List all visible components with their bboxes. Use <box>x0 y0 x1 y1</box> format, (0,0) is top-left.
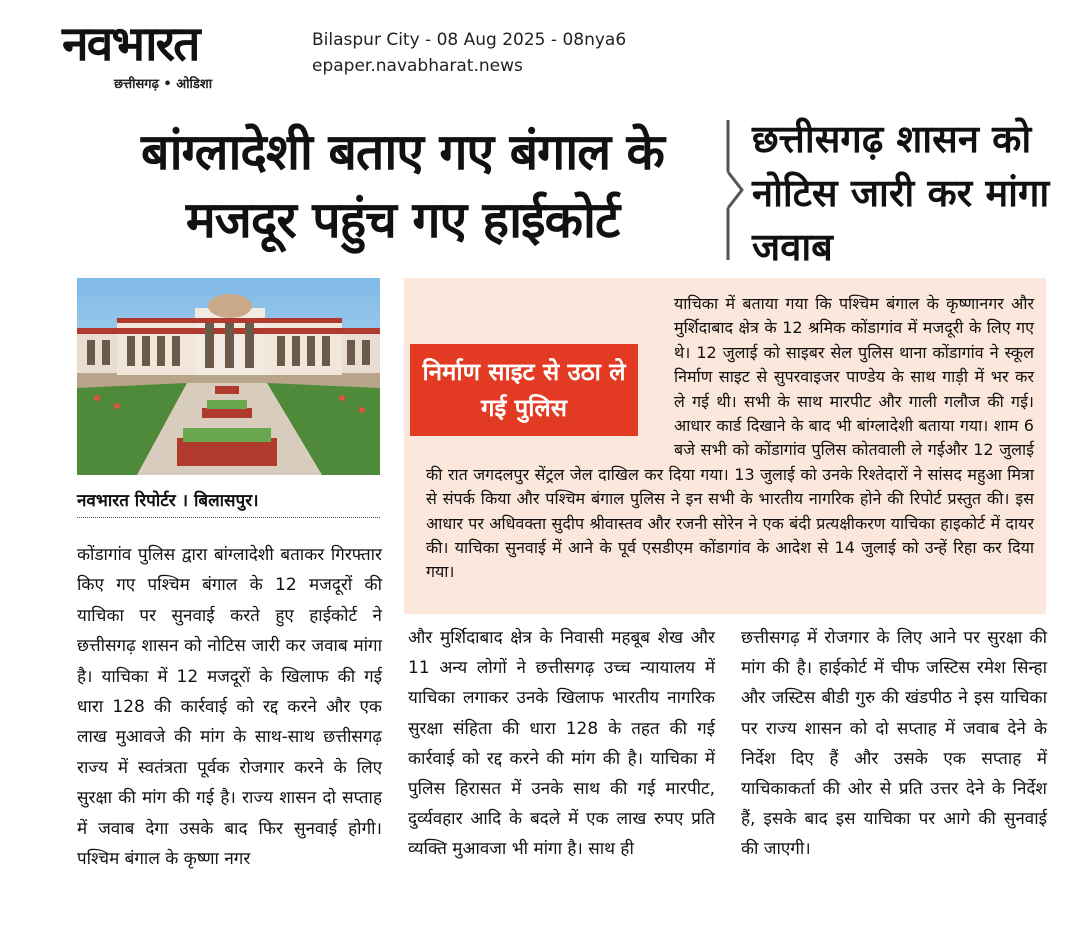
byline: नवभारत रिपोर्टर । बिलासपुर। <box>77 491 259 511</box>
article-column-2: और मुर्शिदाबाद क्षेत्र के निवासी महबूब शेख और 11 अन्य लोगों ने छत्तीसगढ़ उच्च न्यायालय में याचिका लगाकर उनके खिलाफ भारतीय नागरिक सुरक्षा संहिता की धारा 128 के तहत की गई कार्रवाई को रद्द करने की मांग की है। याचिका में पुलिस हिरासत में उनके साथ की गई मारपीट, दुर्व्यवहार आदि के बदले में एक लाख रुपए प्रति व्यक्ति मुआवजा भी मांगा है। साथ ही <box>408 628 715 860</box>
masthead-logo[interactable] <box>62 16 294 92</box>
box-heading <box>410 344 638 436</box>
sidebar-box-body: याचिका में बताया गया कि पश्चिम बंगाल के कृष्णानगर और मुर्शिदाबाद क्षेत्र के 12 श्रमिक कोंडागांव में मजदूरी के लिए गए थे। 12 जुलाई को साइबर सेल पुलिस थाना कोंडागांव ने स्कूल निर्माण साइट से सुपरवाइजर पाण्डेय के साथ गाड़ी में भर कर ले गई थी। सभी के साथ मारपीट और गाली गलौज की गई। आधार कार्ड दिखाने के बाद भी बांग्लादेशी बताया गया। शाम 6 बजे सभी को कोंडागांव पुलिस कोतवाली ले गईऔर 12 जुलाई की रात जगदलपुर सेंट्रल जेल दाखिल कर दिया गया। 13 जुलाई को उनके रिश्तेदारों ने सांसद महुआ मित्रा से संपर्क किया और पश्चिम बंगाल पुलिस ने इन सभी के भारतीय नागरिक होने की रिपोर्ट प्रस्तुत की। इस आधार पर अधिवक्ता सुदीप श्रीवास्तव और रजनी सोरेन ने एक बंदी प्रत्यक्षीकरण याचिका हाइकोर्ट में दायर की। याचिका सुनवाई में आने के पूर्व एसडीएम कोंडागांव के आदेश से 14 जुलाई को उन्हें रिहा कर दिया गया। <box>426 294 1034 582</box>
divider <box>77 517 380 518</box>
article-column-3: छत्तीसगढ़ में रोजगार के लिए आने पर सुरक्षा की मांग की है। हाईकोर्ट में चीफ जस्टिस रमेश सिन्हा और जस्टिस बीडी गुरु की खंडपीठ ने इस याचिका पर राज्य शासन को दो सप्ताह में जवाब देने के निर्देश दिए हैं और उसके एक सप्ताह में याचिकाकर्ता की ओर से प्रति उत्तर देने के निर्देश हैं, इसके बाद इस याचिका पर आगे की सुनवाई की जाएगी। <box>741 628 1047 860</box>
high-court-building-icon <box>77 278 380 475</box>
edition-line: Bilaspur City - 08 Aug 2025 - 08nya6 <box>312 30 627 50</box>
high-court-photo[interactable] <box>77 278 380 475</box>
box-heading-text: निर्माण साइट से उठा ले गई पुलिस <box>422 358 626 422</box>
logo-subtitle: छत्तीसगढ़ • ओडिशा <box>114 77 213 92</box>
logo-text: नवभारत <box>62 16 199 72</box>
sidebar-box-text <box>426 292 1034 585</box>
article-column-1: कोंडागांव पुलिस द्वारा बांग्लादेशी बताकर गिरफ्तार किए गए पश्चिम बंगाल के 12 मजदूरों की याचिका पर सुनवाई करते हुए हाईकोर्ट ने छत्तीसगढ़ शासन को नोटिस जारी कर जवाब मांगा है। याचिका में 12 मजदूरों के खिलाफ की गई धारा 128 की कार्रवाई को रद्द करने और एक लाख मुआवजे की मांग के साथ-साथ छत्तीसगढ़ राज्य में स्वतंत्रता पूर्वक रोजगार करने के लिए सुरक्षा की मांग की गई है। राज्य शासन दो सप्ताह में जवाब देगा उसके बाद फिर सुनवाई होगी। पश्चिम बंगाल के कृष्णा नगर <box>77 545 382 870</box>
site-link[interactable]: epaper.navabharat.news <box>312 56 523 76</box>
headline: बांग्लादेशी बताए गए बंगाल के मजदूर पहुंच गए हाईकोर्ट <box>141 123 664 249</box>
subheadline: छत्तीसगढ़ शासन को नोटिस जारी कर मांगा जवाब <box>752 117 1050 269</box>
chevron-separator-icon <box>722 120 750 260</box>
